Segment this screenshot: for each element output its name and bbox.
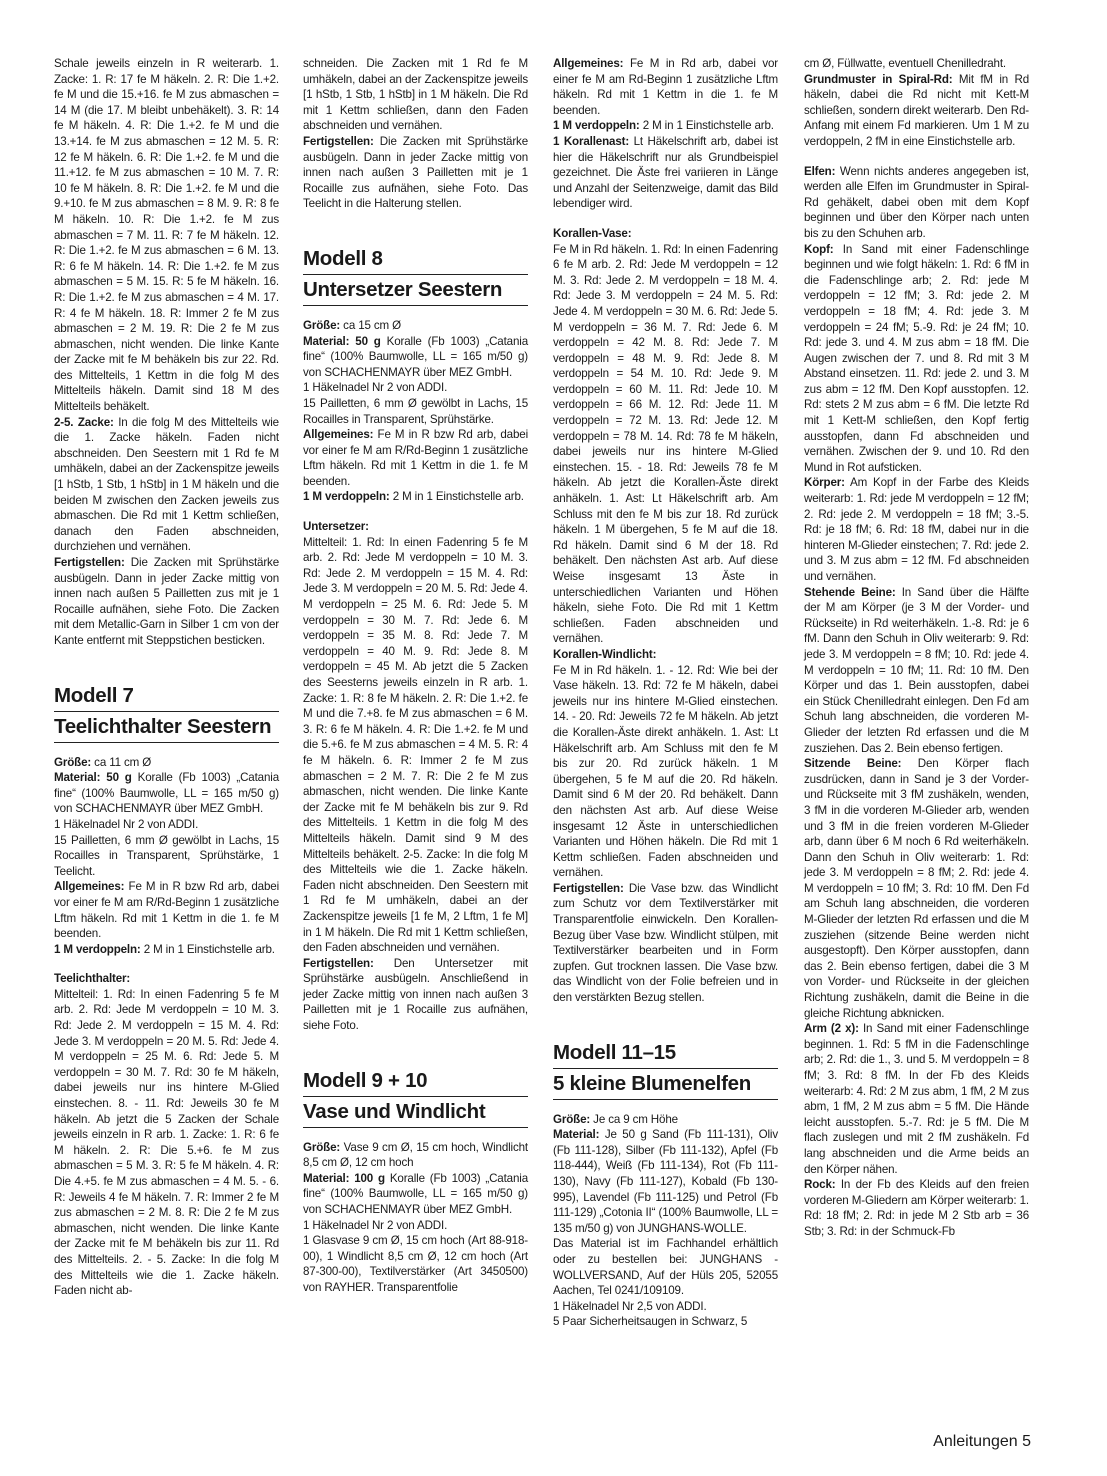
text-paragraph: schneiden. Die Zacken mit 1 Rd fe M umhäkeln, dabei an der Zackenspitze jeweils [1 hStb, 1 Stb, 1 hStb] in 1 M häkeln. Die Rd mit 1 Kettm schließen, dann den Faden abschneiden und vernähen. <box>303 57 528 133</box>
heading-model: Modell 7 <box>54 683 279 712</box>
subheading: Untersetzer: <box>303 520 369 534</box>
section-heading <box>553 1040 778 1100</box>
text-paragraph: 1 Häkelnadel Nr 2,5 von ADDI. <box>553 1299 707 1313</box>
text-paragraph: Fe M in Rd häkeln. 1. Rd: In einen Fadenring 6 fe M arb. 2. Rd: Jede M verdoppeln = 12 M. 3. Rd: Jede 2. M verdoppeln = 18 M. 4. Rd: Jede 3. M verdoppeln = 24 M. 5. Rd: Jede 4. M verdoppeln = 30 M. 6. Rd: Jede 5. M verdoppeln = 36 M. 7. Rd: Jede 6. M verdoppeln = 42 M. 8. Rd: Jede 7. M verdoppeln = 48 M. 9. Rd: Jede 8. M verdoppeln = 54 M. 10. Rd: Jede 9. M verdoppeln = 60 M. 11. Rd: Jede 10. M verdoppeln = 66 M. 12. Rd: Jede 11. M verdoppeln = 72 M. 13. Rd: Jede 12. M verdoppeln = 78 M. 14. Rd: 78 fe M häkeln, dabei jeweils nur ins hintere M-Glied einstechen. 15. - 18. Rd: Jeweils 78 fe M häkeln. Ab jetzt die Korallen-Äste direkt anhäkeln. 1. Ast: Lt Häkelschrift arb. Am Schluss mit den fe M bis zur 18. Rd zurück häkeln. 1 M übergehen, 5 fe M auf die 18. Rd häkeln. Damit sind 6 M der 18. Rd behäkelt. Den nächsten Ast arb. Auf diese Weise insgesamt 13 Äste in unterschiedlichen Varianten und Höhen häkeln, siehe Foto. Die Rd mit 1 Kettm schließen. Faden abschneiden und vernähen. <box>553 242 778 646</box>
text-paragraph: Körper: Am Kopf in der Farbe des Kleids weiterarb: 1. Rd: jede M verdoppeln = 12 fM; 2. Rd: jede 2. M verdoppeln = 18 fM; 3.-5. Rd: je 18 fM; 6. Rd: 18 fM, dabei nur in die hinteren M-Glieder einstechen; 7. Rd: jede 2. und 3. M zus abm = 12 fM. Fd abschneiden und vernähen. <box>804 476 1029 583</box>
text-paragraph: Allgemeines: Fe M in Rd arb, dabei vor einer fe M am Rd-Beginn 1 zusätzliche Lftm häkeln. Rd mit 1 Kettm in die 1. fe M beenden. <box>553 57 778 117</box>
text-paragraph: 1 M verdoppeln: 2 M in 1 Einstichstelle arb. <box>54 942 275 956</box>
text-paragraph: Fertigstellen: Die Vase bzw. das Windlicht zum Schutz vor dem Textilverstärker mit Transparentfolie einwickeln. Den Korallen-Bezug über Vase bzw. Windlicht stülpen, mit Textilverstärker bearbeiten und in Form zupfen. Gut trocknen lassen. Die Vase bzw. das Windlicht von der Folie befreien und in den verstärkten Bezug stellen. <box>553 881 778 1005</box>
page-footer: Anleitungen 5 <box>933 1433 1031 1450</box>
text-paragraph: 1 Häkelnadel Nr 2 von ADDI. <box>54 817 199 831</box>
text-paragraph: Arm (2 x): In Sand mit einer Fadenschlinge beginnen. 1. Rd: 5 fM in die Fadenschlinge arb; 2. Rd: die 1., 3. und 5. M verdoppeln = 8 fM; 3. Rd: 8 fM. In der Fb des Kleids weiterarb: 4. Rd: 2 M zus abm, 1 fM, 2 M zus abm, 1 fM, 2 M zus abm = 5 fM. Die Hände leicht ausstopfen. 5.-7. Rd: je 5 fM. Die M flach zuslegen und mit 2 fM zushäkeln. Fd lang abschneiden und die Arme beids an den Körper nähen. <box>804 1022 1029 1176</box>
text-paragraph: Fertigstellen: Den Untersetzer mit Sprühstärke ausbügeln. Anschließend in jeder Zacke mittig von innen nach außen 3 Pailletten mit je 1 Rocaille zus aufnähen, siehe Foto. <box>303 956 528 1033</box>
section-heading <box>54 683 279 743</box>
material-line: Material: 100 g Koralle (Fb 1003) „Catania fine“ (100% Baumwolle, LL = 165 m/50 g) von SCHACHENMAYR über MEZ GmbH. <box>303 1171 528 1217</box>
text-paragraph: Sitzende Beine: Den Körper flach zusdrücken, dann in Sand je 3 der Vorder- und Rückseite mit 3 fM zushäkeln, wenden, 3 fM in die vorderen M-Glieder arb, wenden und 3 fM in die freien vorderen M-Glieder arb, dann über 6 M noch 6 Rd weiterhäkeln. Dann den Schuh in Oliv weiterarb: 1. Rd: jede 3. M verdoppeln = 8 fM; 2. Rd: jede 4. M verdoppeln = 10 fM; 3. Rd: 10 fM. Den Fd am Schuh lang abschneiden, die vorderen M-Glieder der letzten Rd erfassen und die M zusziehen (sitzende Beine werden nicht ausgestopft). Den Körper ausstopfen, dann das 2. Bein ebenso fertigen, dabei die 3 M von Vorder- und Rückseite in der gleichen Richtung zushäkeln, damit die Beine in die gleiche Richtung abknicken. <box>804 757 1029 1020</box>
text-paragraph: cm Ø, Füllwatte, eventuell Chenilledraht. <box>804 57 1006 70</box>
text-paragraph: 15 Pailletten, 6 mm Ø gewölbt in Lachs, 15 Rocailles in Transparent, Sprühstärke. <box>303 396 528 426</box>
heading-title: Untersetzer Seestern <box>303 277 528 306</box>
size-line: Größe: ca 15 cm Ø <box>303 318 401 332</box>
material-line: Material: 50 g Koralle (Fb 1003) „Catania fine“ (100% Baumwolle, LL = 165 m/50 g) von SCHACHENMAYR über MEZ GmbH. <box>54 771 279 816</box>
text-paragraph: Allgemeines: Fe M in R bzw Rd arb, dabei vor einer fe M am R/Rd-Beginn 1 zusätzliche Lftm häkeln. Rd mit 1 Kettm in die 1. fe M beenden. <box>54 880 279 941</box>
text-paragraph: Fertigstellen: Die Zacken mit Sprühstärke ausbügeln. Dann in jeder Zacke mittig von innen nach außen 3 Pailletten mit je 1 Rocaille zus aufnähen, siehe Foto. Das Teelicht in die Halterung stellen. <box>303 134 528 211</box>
text-paragraph: Rock: In der Fb des Kleids auf den freien vorderen M-Gliedern am Körper weiterarb: 1. Rd: 18 fM; 2. Rd: in jede M 2 Stb arb = 36 Stb; 3. Rd: in der Schmuck-Fb <box>804 1178 1029 1238</box>
size-line: Größe: Vase 9 cm Ø, 15 cm hoch, Windlicht 8,5 cm Ø, 12 cm hoch <box>303 1140 528 1170</box>
heading-title: 5 kleine Blumenelfen <box>553 1071 778 1100</box>
heading-title: Vase und Windlicht <box>303 1099 528 1128</box>
text-paragraph: 1 Glasvase 9 cm Ø, 15 cm hoch (Art 88-918-00), 1 Windlicht 8,5 cm Ø, 12 cm hoch (Art 87-300-00), Textilverstärker (Art 3450500) von RAYHER. Transparentfolie <box>303 1234 528 1294</box>
subheading: Korallen-Vase: <box>553 226 632 240</box>
text-paragraph: 1 M verdoppeln: 2 M in 1 Einstichstelle arb. <box>303 490 524 504</box>
text-paragraph: 1 Korallenast: Lt Häkelschrift arb, dabei ist hier die Häkelschrift nur als Grundbeispiel gezeichnet. Die Äste frei variieren in Länge und Anzahl der Seitenzweige, damit das Bild lebendiger wird. <box>553 134 778 211</box>
text-paragraph: Kopf: In Sand mit einer Fadenschlinge beginnen und wie folgt häkeln: 1. Rd: 6 fM in die Fadenschlinge arb; 2. Rd: jede M verdoppeln = 12 fM; 3. Rd: jede 2. M verdoppeln = 18 fM; 4. Rd: jede 3. M verdoppeln = 24 fM; 5.-9. Rd: je 24 fM; 10. Rd: jede 3. und 4. M zus abm = 18 fM. Die Augen zwischen der 7. und 8. Rd mit 3 M Abstand einsetzen. 11. Rd: jede 2. und 3. M zus abm = 12 fM. Den Kopf ausstopfen. 12. Rd: stets 2 M zus abm = 6 fM. Die letzte Rd mit 1 Kett-M schließen, den Kopf fertig ausstopfen, dann Fd abschneiden und vernähen. Zwischen der 9. und 10. Rd den Mund in Rot aufsticken. <box>804 242 1029 474</box>
material-line: Material: Je 50 g Sand (Fb 111-131), Oliv (Fb 111-128), Silber (Fb 111-132), Apfel (Fb 118-444), Weiß (Fb 111-134), Rot (Fb 111-130), Navy (Fb 111-127), Kobald (Fb 130-995), Lavendel (Fb 111-125) und Petrol (Fb 111-129) „Cotonia II“ (100% Baumwolle, LL = 135 m/50 g) von JUNGHANS-WOLLE. <box>553 1128 778 1235</box>
text-paragraph: 5 Paar Sicherheitsaugen in Schwarz, 5 <box>553 1315 748 1329</box>
material-line: Material: 50 g Koralle (Fb 1003) „Catania fine“ (100% Baumwolle, LL = 165 m/50 g) von SCHACHENMAYR über MEZ GmbH. <box>303 334 528 379</box>
text-paragraph: Stehende Beine: In Sand über die Hälfte der M am Körper (je 3 M der Vorder- und Rückseite) in Rd weiterhäkeln. 1.-8. Rd: je 6 fM. Dann den Schuh in Oliv weiterarb: 9. Rd: jede 3. M verdoppeln = 8 fM; 10. Rd: jede 4. M verdoppeln = 10 fM; 11. Rd: 10 fM. Den Körper und das 1. Bein ausstopfen, dabei ein Stück Chenilledraht einlegen. Den Fd am Schuh lang abschneiden, die vorderen M-Glieder der letzten Rd erfassen und die M zusziehen. Das 2. Bein ebenso fertigen. <box>804 585 1029 755</box>
column-1 <box>54 56 279 1299</box>
heading-model: Modell 9 + 10 <box>303 1068 528 1097</box>
heading-model: Modell 11–15 <box>553 1040 778 1069</box>
text-paragraph: 15 Pailletten, 6 mm Ø gewölbt in Lachs, 15 Rocailles in Transparent, Sprühstärke, 1 Teelicht. <box>54 833 279 878</box>
column-3 <box>553 56 778 1330</box>
text-paragraph: Schale jeweils einzeln in R weiterarb. 1. Zacke: 1. R: 17 fe M häkeln. 2. R: Die 1.+2. fe M und die 15.+16. fe M zus abmaschen = 14 M (die 17. M bleibt unbehäkelt). 3. R: 14 fe M häkeln. 4. R: Die 1.+2. fe M und die 13.+14. fe M zus abmaschen = 12 M. 5. R: 12 fe M häkeln. 6. R: Die 1.+2. fe M und die 11.+12. fe M zus abmaschen = 10 M. 7. R: 10 fe M häkeln. 8. R: Die 1.+2. fe M und die 9.+10. fe M zus abmaschen = 8 M. 9. R: 8 fe M häkeln. 10. R: Die 1.+2. fe M zus abmaschen = 7 M. 11. R: 7 fe M häkeln. 12. R: Die 1.+2. fe M zus abmaschen = 6 M. 13. R: 6 fe M häkeln. 14. R: Die 1.+2. fe M zus abmaschen = 5 M. 15. R: 5 fe M häkeln. 16. R: Die 1.+2. fe M zus abmaschen = 4 M. 17. R: 4 fe M häkeln. 18. R: Immer 2 fe M zus abmaschen = 2 M. 19. R: Die 2 fe M zus abmaschen, nicht wenden. Die linke Kante der Zacke mit fe M behäkeln bis zur 22. Rd. des Mittelteils, 1 Kettm in die folg M des Mittelteils häkeln. Damit sind 18 M des Mittelteils behäkelt. <box>54 57 279 414</box>
text-paragraph: 1 Häkelnadel Nr 2 von ADDI. <box>303 1218 448 1232</box>
subheading: Korallen-Windlicht: <box>553 647 657 661</box>
column-2 <box>303 56 528 1296</box>
text-paragraph: 2-5. Zacke: In die folg M des Mittelteils wie die 1. Zacke häkeln. Faden nicht abschneiden. Den Seestern mit 1 Rd fe M umhäkeln, dabei an der Zackenspitze jeweils [1 hStb, 1 Stb, 1 hStb] in 1 M häkeln und die beiden M zwischen den Zacken jeweils zus abmaschen. Die Rd mit 1 Kettm schließen, danach den Faden abschneiden, durchziehen und vernähen. <box>54 415 279 554</box>
text-paragraph: Elfen: Wenn nichts anderes angegeben ist, werden alle Elfen im Grundmuster in Spiral-Rd gehäkelt, dabei oben mit dem Kopf beginnen und über den Körper nach unten bis zu den Schuhen arb. <box>804 164 1029 240</box>
section-heading <box>303 246 528 306</box>
text-paragraph: 1 M verdoppeln: 2 M in 1 Einstichstelle arb. <box>553 119 774 133</box>
heading-title: Teelichthalter Seestern <box>54 714 279 743</box>
subheading: Teelichthalter: <box>54 972 131 986</box>
text-paragraph: Mittelteil: 1. Rd: In einen Fadenring 5 fe M arb. 2. Rd: Jede M verdoppeln = 10 M. 3. Rd: Jede 2. M verdoppeln = 15 M. 4. Rd: Jede 3. M verdoppeln = 20 M. 5. Rd: Jede 4. M verdoppeln = 25 M. 6. Rd: Jede 5. M verdoppeln = 30 M. 7. Rd: Jede 6. M verdoppeln = 35 M. 8. Rd: Jede 7. M verdoppeln = 40 M. 9. Rd: Jede 8. M verdoppeln = 45 M. Ab jetzt die 5 Zacken des Seesterns jeweils einzeln in R arb. 1. Zacke: 1. R: 8 fe M häkeln. 2. R: Die 1.+2. fe M und die 7.+8. fe M zus abmaschen = 6 M. 3. R: 6 fe M häkeln. 4. R: Die 1.+2. fe M und die 5.+6. fe M zus abmaschen = 4 M. 5. R: 4 fe M häkeln. 6. R: Immer 2 fe M zus abmaschen = 2 M. 7. R: Die 2 fe M zus abmaschen, nicht wenden. Die linke Kante der Zacke mit fe M behäkeln bis zur 9. Rd des Mittelteils. 1 Kettm in die folg M des Mittelteils häkeln. Damit sind 9 M des Mittelteils behäkelt. 2-5. Zacke: In die folg M des Mittelteils wie die 1. Zacke häkeln. Faden nicht abschneiden. Den Seestern mit 1 Rd fe M umhäkeln, dabei an der Zackenspitze jeweils [1 fe M, 2 Lftm, 1 fe M] in 1 M häkeln. Die Rd mit 1 Kettm schließen, den Faden abschneiden und vernähen. <box>303 535 528 955</box>
size-line: Größe: Je ca 9 cm Höhe <box>553 1112 678 1126</box>
column-4 <box>804 56 1029 1240</box>
text-paragraph: Mittelteil: 1. Rd: In einen Fadenring 5 fe M arb. 2. Rd: Jede M verdoppeln = 10 M. 3. Rd: Jede 2. M verdoppeln = 15 M. 4. Rd: Jede 3. M verdoppeln = 20 M. 5. Rd: Jede 4. M verdoppeln = 25 M. 6. Rd: Jede 5. M verdoppeln = 30 M. 7. Rd: 30 fe M häkeln, dabei jeweils nur ins hintere M-Glied einstechen. 8. - 11. Rd: Jeweils 30 fe M häkeln. Ab jetzt die 5 Zacken der Schale jeweils einzeln in R arb. 1. Zacke: 1. R: 6 fe M häkeln. 2. R: Die 5.+6. fe M zus abmaschen = 5 M. 3. R: 5 fe M häkeln. 4. R: Die 4.+5. fe M zus abmaschen = 4 M. 5. - 6. R: Jeweils 4 fe M häkeln. 7. R: Immer 2 fe M zus abmaschen = 2 M. 8. R: Die 2 fe M zus abmaschen, nicht wenden. Die linke Kante der Zacke mit fe M behäkeln bis zur 11. Rd des Mittelteils. 2. - 5. Zacke: In die folg M des Mittelteils wie die 1. Zacke häkeln. Faden nicht ab- <box>54 987 279 1298</box>
text-paragraph: Das Material ist im Fachhandel erhältlich oder zu bestellen bei: JUNGHANS -WOLLVERSAND, Auf der Hüls 205, 52055 Aachen, Tel 0241/109109. <box>553 1237 778 1298</box>
text-paragraph: 1 Häkelnadel Nr 2 von ADDI. <box>303 381 448 395</box>
text-paragraph: Fe M in Rd häkeln. 1. - 12. Rd: Wie bei der Vase häkeln. 13. Rd: 72 fe M häkeln, dabei jeweils nur ins hintere M-Glied einstechen. 14. - 20. Rd: Jeweils 72 fe M häkeln. Ab jetzt die Korallen-Äste direkt anhäkeln. 1. Ast: Lt Häkelschrift arb. Am Schluss mit den fe M bis zur 20. Rd zurück häkeln. 1 M übergehen, 5 fe M auf die 20. Rd häkeln. Damit sind 6 M der 20. Rd behäkelt. Dann den nächsten Ast arb. Auf diese Weise insgesamt 12 Äste in unterschiedlichen Varianten und Höhen häkeln. Die Rd mit 1 Kettm schließen. Faden abschneiden und vernähen. <box>553 663 778 880</box>
text-paragraph: Fertigstellen: Die Zacken mit Sprühstärke ausbügeln. Dann in jeder Zacke mittig von innen nach außen 5 Pailletten zus mit je 1 Rocaille aufnähen, siehe Foto. Die Zacken mit dem Metallic-Garn in Silber 1 cm von der Kante entfernt mit Steppstichen besticken. <box>54 556 279 647</box>
section-heading <box>303 1068 528 1128</box>
heading-model: Modell 8 <box>303 246 528 275</box>
text-paragraph: Grundmuster in Spiral-Rd: Mit fM in Rd häkeln, dabei die Rd nicht mit Kett-M schließen, sondern direkt weiterarb. Den Rd-Anfang mit einem Fd markieren. Um 1 M zu verdoppeln, 2 fM in eine Einstichstelle arb. <box>804 72 1029 148</box>
size-line: Größe: ca 11 cm Ø <box>54 755 152 769</box>
text-paragraph: Allgemeines: Fe M in R bzw Rd arb, dabei vor einer fe M am R/Rd-Beginn 1 zusätzliche Lftm häkeln. Rd mit 1 Kettm in die 1. fe M beenden. <box>303 428 528 488</box>
